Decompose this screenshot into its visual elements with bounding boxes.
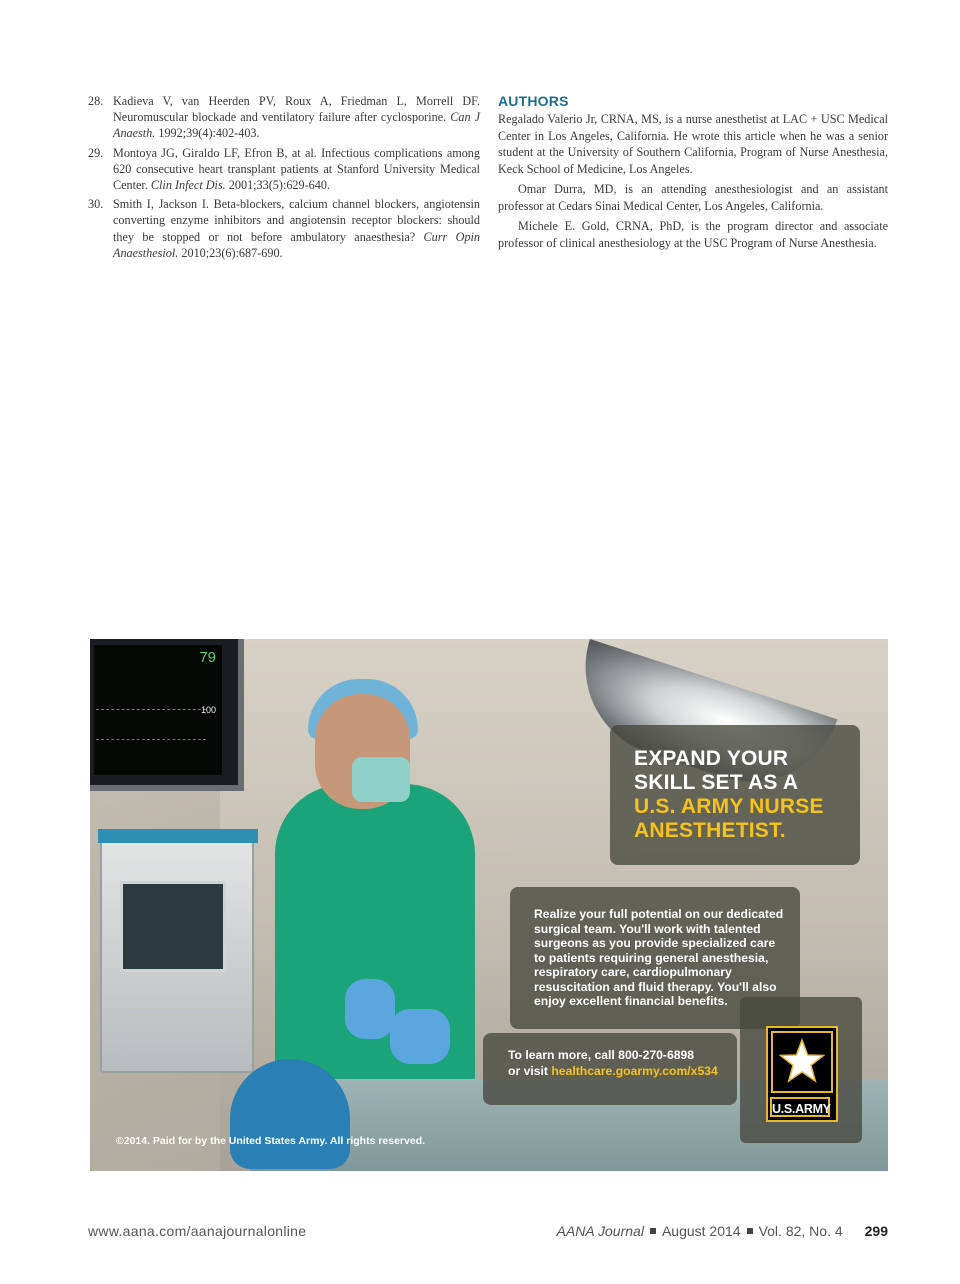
reference-item: 30. Smith I, Jackson I. Beta-blockers, calcium channel blockers, angiotensin converting enzyme inhibitors and angiotensin receptor blockers: should they be stopped or not before ambulatory anaesthesia? Curr Opin Anaesthesiol. 2010;23(6):687-690. xyxy=(88,197,480,260)
reference-item: 28. Kadieva V, van Heerden PV, Roux A, Friedman L, Morrell DF. Neuromuscular blockade and ventilatory failure after cyclosporine. Can J Anaesth. 1992;39(4):402-403. xyxy=(88,94,480,141)
journal-url[interactable]: www.aana.com/aanajournalonline xyxy=(88,1223,307,1239)
reference-number: 28. xyxy=(88,94,104,108)
surgical-mask-image xyxy=(352,757,410,802)
author-bio: Omar Durra, MD, is an attending anesthesiologist and an assistant professor at Cedars Sinai Medical Center, Los Angeles, California. xyxy=(498,182,888,213)
vital-signs-monitor-image xyxy=(90,639,244,791)
authors-heading: AUTHORS xyxy=(498,93,569,109)
author-bio: Michele E. Gold, CRNA, PhD, is the program director and associate professor of clinical anesthesiology at the USC Program of Nurse Anesthesia. xyxy=(498,219,888,250)
reference-number: 29. xyxy=(88,145,104,160)
ad-cta-box: To learn more, call 800-270-6898 or visit healthcare.goarmy.com/x534 xyxy=(483,1033,737,1105)
anesthesia-machine-image xyxy=(100,839,254,1073)
volume-issue: Vol. 82, No. 4 xyxy=(758,1223,843,1239)
square-bullet-icon xyxy=(747,1228,753,1234)
reference-number: 30. xyxy=(88,197,104,212)
army-logo-text: U.S.ARMY xyxy=(770,1097,830,1117)
army-advertisement[interactable] xyxy=(90,639,888,1171)
ad-phone-line: To learn more, call 800-270-6898 xyxy=(508,1048,695,1062)
authors-section xyxy=(498,93,888,255)
journal-title: Can J Anaesth. xyxy=(113,110,480,141)
journal-title: Curr Opin Anaesthesiol. xyxy=(113,229,480,260)
issue-date: August 2014 xyxy=(661,1223,741,1239)
ad-headline-box xyxy=(610,725,860,865)
ad-body-text: Realize your full potential on our dedicated surgical team. You'll work with talented surgeons as you provide specialized care to patients requiring general anesthesia, respiratory care, cardiopulmonary resuscitation and fluid therapy. You'll also enjoy excellent financial benefits. xyxy=(534,907,784,1008)
ad-website-link[interactable]: healthcare.goarmy.com/x534 xyxy=(551,1064,718,1078)
journal-citation xyxy=(557,1223,888,1239)
journal-title: Clin Infect Dis. xyxy=(150,178,226,193)
ad-headline: EXPAND YOUR SKILL SET AS A U.S. ARMY NURSE ANESTHETIST. xyxy=(634,747,824,842)
monitor-reading: 100 xyxy=(200,705,216,715)
star-icon xyxy=(779,1038,825,1084)
reference-item: 29. Montoya JG, Giraldo LF, Efron B, at al. Infectious complications among 620 consecutive heart transplant patients at Stanford University Medical Center. Clin Infect Dis. 2001;33(5):629-640. xyxy=(88,145,480,193)
glove-image xyxy=(345,979,395,1039)
reference-list xyxy=(88,93,480,264)
author-bio: Regalado Valerio Jr, CRNA, MS, is a nurse anesthetist at LAC + USC Medical Center in Los Angeles, California. He wrote this article when he was a senior student at the University of Southern California, Program of Nurse Anesthesia, Keck School of Medicine, Los Angeles. xyxy=(498,112,888,176)
page-number: 299 xyxy=(864,1223,888,1239)
patient-cap-image xyxy=(230,1059,350,1169)
square-bullet-icon xyxy=(650,1228,656,1234)
glove-image xyxy=(390,1009,450,1064)
monitor-reading: 79 xyxy=(199,649,216,666)
journal-name: AANA Journal xyxy=(556,1223,644,1239)
us-army-logo xyxy=(766,1026,838,1122)
ad-copyright: ©2014. Paid for by the United States Army. All rights reserved. xyxy=(116,1135,426,1147)
page-footer xyxy=(88,1223,888,1243)
